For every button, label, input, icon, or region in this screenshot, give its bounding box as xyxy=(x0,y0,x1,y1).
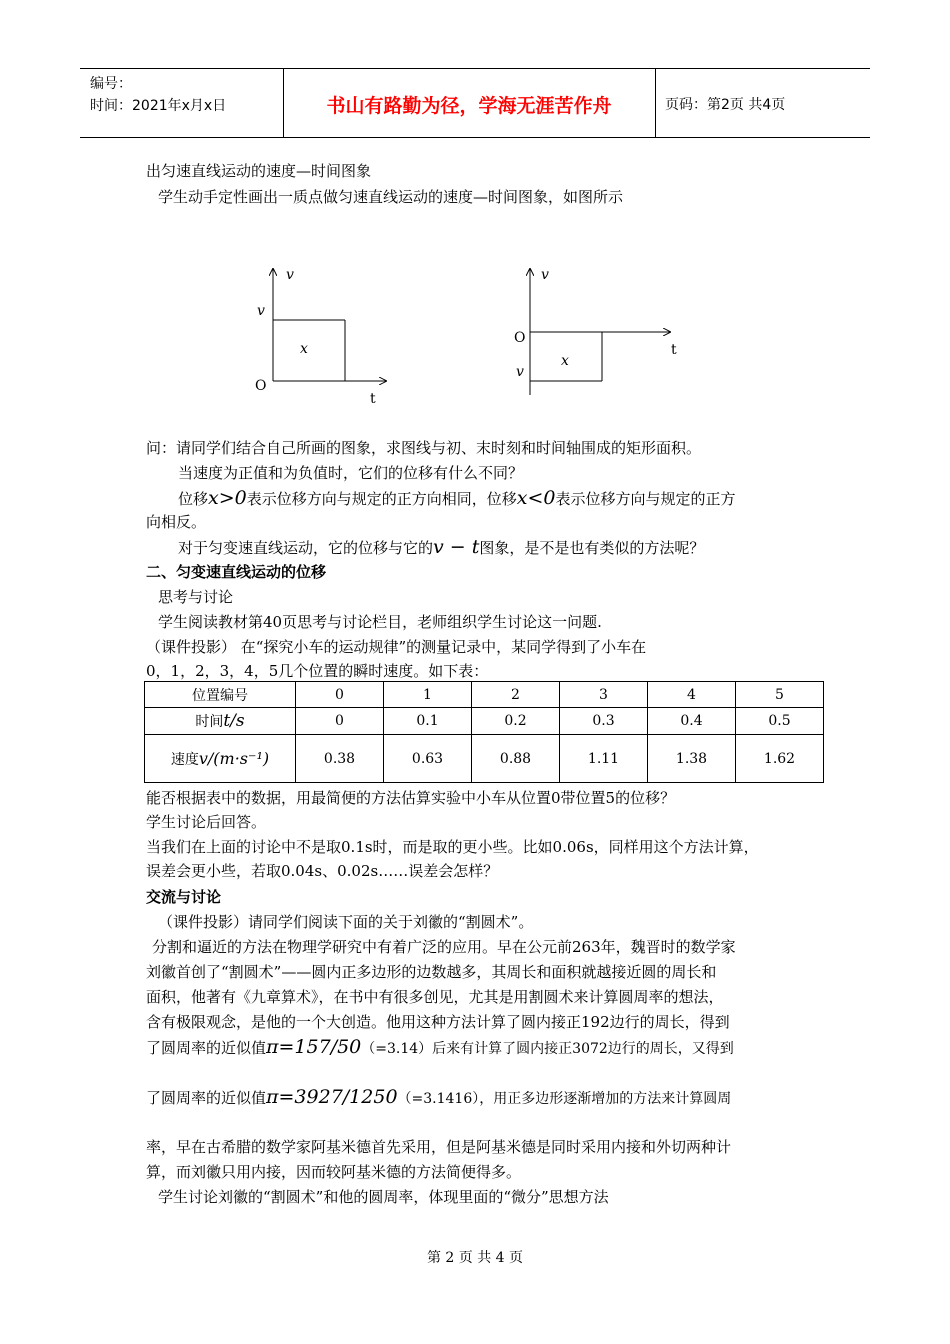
question-2: 当速度为正值和为负值时，它们的位移有什么不同？ xyxy=(178,464,524,482)
row-label: 位置编号 xyxy=(145,682,296,708)
section-3-para-8: 率，早在古希腊的数学家阿基米德首先采用，但是阿基米德是同时采用内接和外切两种计 xyxy=(146,1138,732,1156)
header-page-info: 页码：第2页 共4页 xyxy=(665,97,786,113)
table-cell: 0 xyxy=(296,682,384,708)
question-3: 位移x>0表示位移方向与规定的正方向相同，位移x<0表示位移方向与规定的正方 xyxy=(178,487,736,509)
table-cell: 1.38 xyxy=(648,735,736,783)
question-1: 问：请同学们结合自己所画的图象，求图线与初、末时刻和时间轴围成的矩形面积。 xyxy=(146,439,702,457)
table-row xyxy=(145,735,824,783)
table-cell: 0.88 xyxy=(472,735,560,783)
origin-label: O xyxy=(514,330,526,346)
v-axis-label: v xyxy=(286,267,294,283)
graph-positive-velocity xyxy=(255,267,386,407)
after-table-para-2: 学生讨论后回答。 xyxy=(146,813,267,831)
table-cell: 1.62 xyxy=(736,735,824,783)
question-3-cont: 向相反。 xyxy=(146,513,207,531)
section-3-para-2: 分割和逼近的方法在物理学研究中有着广泛的应用。早在公元前263年，魏晋时的数学家 xyxy=(152,938,736,956)
section-2-subtitle: 思考与讨论 xyxy=(158,588,234,606)
intro-line-2: 学生动手定性画出一质点做匀速直线运动的速度—时间图象，如图所示 xyxy=(158,188,624,206)
table-cell: 0.2 xyxy=(472,708,560,735)
v-axis-label: v xyxy=(541,267,549,283)
section-3-para-1: （课件投影）请同学们阅读下面的关于刘徽的“割圆术”。 xyxy=(158,913,534,931)
section-2-para-2: （课件投影） 在“探究小车的运动规律”的测量记录中，某同学得到了小车在 xyxy=(146,638,647,656)
table-cell: 0 xyxy=(296,708,384,735)
header-divider xyxy=(655,69,656,137)
section-3-para-6: 了圆周率的近似值π=157/50（=3.14）后来有计算了圆内接正3072边行的周长，又得到 xyxy=(146,1036,734,1058)
section-3-para-3: 刘徽首创了“割圆术”——圆内正多边形的边数越多，其周长和面积就越接近圆的周长和 xyxy=(146,963,717,981)
table-cell: 1.11 xyxy=(560,735,648,783)
t-axis-label: t xyxy=(370,391,376,407)
table-row xyxy=(145,708,824,735)
section-3-title: 交流与讨论 xyxy=(146,888,222,906)
table-cell: 1 xyxy=(384,682,472,708)
page-footer: 第 2 页 共 4 页 xyxy=(426,1250,524,1266)
header-motto: 书山有路勤为径，学海无涯苦作舟 xyxy=(326,95,612,117)
section-3-para-4: 面积，他著有《九章算术》，在书中有很多创见，尤其是用割圆术来计算圆周率的想法， xyxy=(146,988,724,1006)
table-cell: 0.1 xyxy=(384,708,472,735)
section-2-para-3: 0，1，2，3，4，5几个位置的瞬时速度。如下表： xyxy=(146,662,489,680)
table-cell: 0.3 xyxy=(560,708,648,735)
intro-line-1: 出匀速直线运动的速度—时间图象 xyxy=(146,162,372,180)
area-label: x xyxy=(561,353,569,369)
section-2-para-1: 学生阅读教材第40页思考与讨论栏目，老师组织学生讨论这一问题. xyxy=(158,613,602,631)
math-pi-approx-1: π=157/50 xyxy=(266,1036,362,1058)
v-level-label: v xyxy=(257,303,265,319)
section-3-para-7: 了圆周率的近似值π=3927/1250（=3.1416），用正多边形逐渐增加的方法来计算圆周 xyxy=(146,1086,732,1108)
table-cell: 0.38 xyxy=(296,735,384,783)
table-cell: 4 xyxy=(648,682,736,708)
section-3-para-10: 学生讨论刘徽的“割圆术”和他的圆周率，体现里面的“微分”思想方法 xyxy=(158,1188,609,1206)
t-axis-label: t xyxy=(671,342,677,358)
table-cell: 5 xyxy=(736,682,824,708)
velocity-table xyxy=(144,681,824,783)
math-pi-approx-2: π=3927/1250 xyxy=(266,1086,398,1108)
section-3-para-9: 算，而刘徽只用内接，因而较阿基米德的方法简便得多。 xyxy=(146,1163,522,1181)
velocity-time-graphs xyxy=(230,255,730,415)
serial-label: 编号： xyxy=(90,76,132,92)
graph-negative-velocity xyxy=(514,267,677,395)
table-cell: 3 xyxy=(560,682,648,708)
row-label: 时间t/s xyxy=(145,708,296,735)
question-4: 对于匀变速直线运动，它的位移与它的v − t图象，是不是也有类似的方法呢？ xyxy=(178,536,705,558)
area-label: x xyxy=(300,341,308,357)
origin-label: O xyxy=(255,378,267,394)
v-level-label: v xyxy=(516,364,524,380)
math-x-negative: x<0 xyxy=(516,487,556,509)
table-cell: 0.63 xyxy=(384,735,472,783)
table-row xyxy=(145,682,824,708)
date-label: 时间：2021年x月x日 xyxy=(90,98,227,114)
math-v-t: v − t xyxy=(433,536,480,558)
table-cell: 2 xyxy=(472,682,560,708)
table-cell: 0.5 xyxy=(736,708,824,735)
row-label: 速度v/(m·s⁻¹) xyxy=(145,735,296,783)
after-table-para-1: 能否根据表中的数据，用最简便的方法估算实验中小车从位置0带位置5的位移？ xyxy=(146,789,676,807)
page-header xyxy=(80,68,870,138)
table-cell: 0.4 xyxy=(648,708,736,735)
section-2-title: 二、匀变速直线运动的位移 xyxy=(146,563,327,581)
after-table-para-4: 误差会更小些，若取0.04s、0.02s……误差会怎样？ xyxy=(146,862,499,880)
math-x-positive: x>0 xyxy=(208,487,247,509)
section-3-para-5: 含有极限观念，是他的一个大创造。他用这种方法计算了圆内接正192边行的周长，得到 xyxy=(146,1013,730,1031)
after-table-para-3: 当我们在上面的讨论中不是取0.1s时，而是取的更小些。比如0.06s，同样用这个方法计算， xyxy=(146,838,759,856)
header-meta xyxy=(90,73,226,117)
